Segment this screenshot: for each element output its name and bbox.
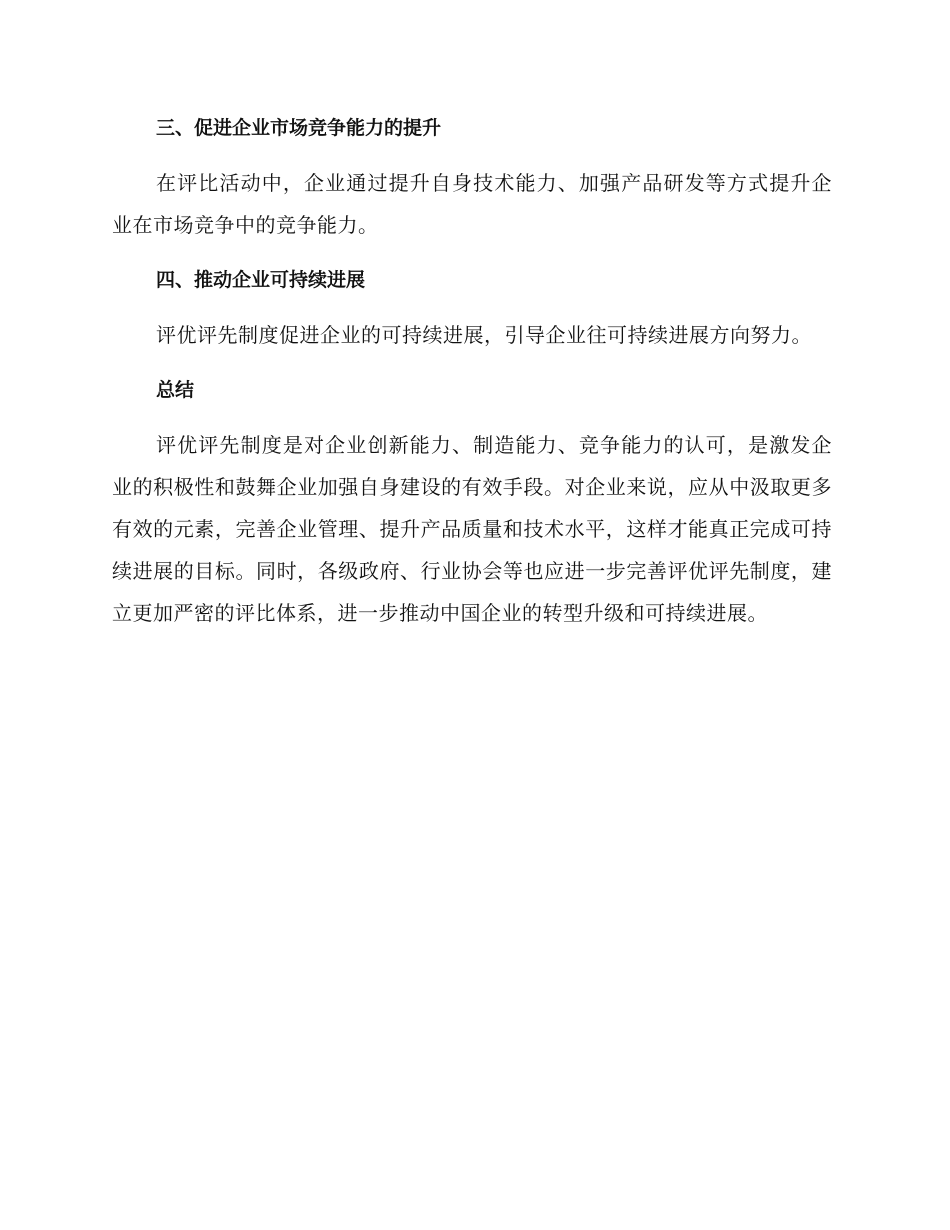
- section-heading-sustainable-progress: 四、推动企业可持续进展: [156, 269, 366, 291]
- section-paragraph-summary: 评优评先制度是对企业创新能力、制造能力、竞争能力的认可，是激发企业的积极性和鼓舞企业加强自身建设的有效手段。对企业来说，应从中汲取更多有效的元素，完善企业管理、提升产品质量和技术水平，这样才能真正完成可持续进展的目标。同时，各级政府、行业协会等也应进一步完善评优评先制度，建立更加严密的评比体系，进一步推动中国企业的转型升级和可持续进展。: [112, 433, 832, 625]
- section-paragraph-market-competitiveness: 在评比活动中，企业通过提升自身技术能力、加强产品研发等方式提升企业在市场竞争中的竞争能力。: [112, 171, 832, 237]
- section-paragraph-sustainable-progress: 评优评先制度促进企业的可持续进展，引导企业往可持续进展方向努力。: [156, 323, 812, 347]
- section-heading-market-competitiveness: 三、促进企业市场竞争能力的提升: [156, 117, 442, 139]
- document-body: [112, 108, 832, 634]
- spacer: [112, 356, 832, 370]
- spacer: [112, 246, 832, 260]
- section-heading-summary: 总结: [156, 379, 195, 401]
